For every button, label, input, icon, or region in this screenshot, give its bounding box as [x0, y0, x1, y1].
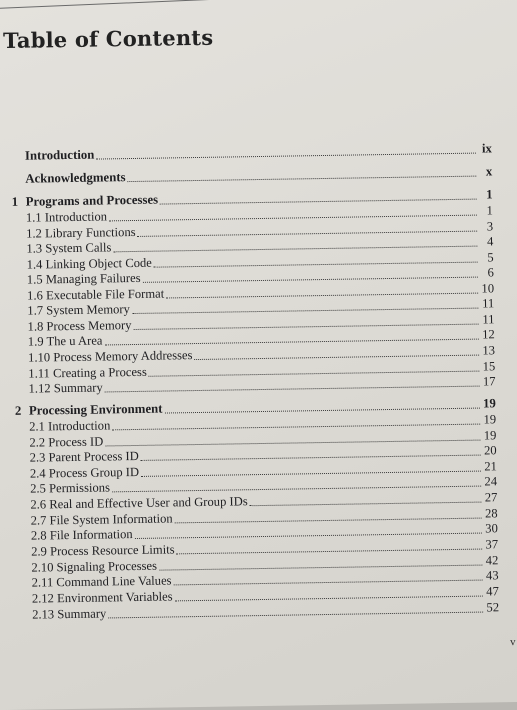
toc-entry-label: 1.12 Summary [28, 380, 103, 396]
table-of-contents [0, 133, 508, 622]
toc-page-number: 10 [481, 281, 495, 296]
toc-entry-label: 1.7 System Memory [27, 302, 130, 318]
toc-page-number: 1 [486, 203, 493, 218]
toc-leader-dots [128, 176, 477, 182]
toc-page-number: 4 [486, 234, 494, 249]
toc-page-number: 3 [486, 219, 494, 234]
toc-entry-label: 2.9 Process Resource Limits [31, 542, 175, 559]
toc-page-number: 20 [483, 443, 497, 458]
toc-chapter-number: 2 [14, 403, 22, 418]
toc-leader-dots [105, 386, 480, 393]
toc-entry-label: 2.3 Parent Process ID [29, 448, 139, 465]
toc-entry-label: Processing Environment [28, 401, 163, 418]
toc-entry-label: 2.13 Summary [32, 606, 107, 622]
toc-entry-label: 1.9 The u Area [27, 333, 103, 349]
toc-entry-label: 2.6 Real and Effective User and Group IDs [30, 494, 248, 512]
toc-page-number: 21 [484, 459, 497, 474]
toc-entry-label: 2.1 Introduction [29, 418, 111, 434]
toc-page-number: 27 [484, 490, 498, 505]
toc-entry-label: 2.11 Command Line Values [31, 573, 172, 590]
toc-page-number: 37 [485, 537, 499, 552]
toc-entry-label: 1.1 Introduction [25, 209, 108, 225]
toc-entry-label: 1.2 Library Functions [26, 224, 136, 241]
toc-entry-label: 2.5 Permissions [30, 480, 111, 496]
toc-page-number: 43 [485, 568, 499, 583]
toc-entry-label: 1.4 Linking Object Code [26, 255, 152, 272]
toc-chapter-number: 1 [11, 194, 19, 209]
toc-entry [25, 141, 492, 163]
toc-page-number: 15 [482, 359, 496, 374]
toc-page-number: 19 [482, 396, 496, 411]
toc-entry-label: 2.8 File Information [30, 527, 133, 543]
toc-page-number: 11 [482, 312, 495, 327]
toc-entry-label: 1.5 Managing Failures [26, 270, 141, 287]
toc-entry-label: 1.6 Executable File Format [27, 286, 165, 303]
toc-entry-label: 2.12 Environment Variables [31, 589, 173, 606]
toc-leader-dots [250, 502, 482, 507]
toc-entry [25, 164, 492, 186]
toc-page-number: 13 [482, 343, 496, 358]
toc-entry-label: Programs and Processes [25, 192, 159, 209]
toc-page-number: 11 [482, 296, 495, 311]
toc-entry-label: 2.2 Process ID [29, 434, 104, 450]
page-edge-line [0, 0, 408, 9]
toc-entry-label: 2.4 Process Group ID [29, 464, 140, 481]
toc-page-number: 19 [483, 412, 497, 427]
toc-entry-label: 2.10 Signaling Processes [31, 558, 158, 575]
toc-page-number: 19 [483, 428, 497, 443]
toc-entry-label: 1.11 Creating a Process [28, 364, 147, 381]
toc-page-number: 1 [486, 187, 493, 202]
toc-page-number: 28 [484, 506, 498, 521]
page-number-marker: v [510, 636, 516, 649]
page-title: Table of Contents [2, 24, 214, 54]
toc-page-number: 30 [485, 521, 498, 536]
toc-leader-dots [108, 612, 483, 619]
toc-entry-label: 1.3 System Calls [26, 240, 112, 256]
toc-leader-dots [195, 355, 480, 360]
toc-page-number: 12 [482, 327, 495, 342]
toc-leader-dots [96, 153, 476, 160]
toc-page-number: ix [481, 141, 492, 156]
toc-page-number: 52 [486, 600, 500, 615]
toc-entry-label: 2.7 File System Information [30, 511, 173, 528]
toc-page-number: 17 [482, 374, 496, 389]
toc-entry-label: 1.8 Process Memory [27, 318, 132, 334]
toc-page-number: 24 [484, 474, 498, 489]
toc-entry-label: Introduction [24, 147, 95, 163]
toc-page-number: 47 [486, 584, 499, 599]
toc-page-number: 42 [485, 553, 499, 568]
toc-entry-label: Acknowledgments [25, 170, 126, 186]
toc-entry-label: 1.10 Process Memory Addresses [27, 348, 193, 365]
toc-page-number: x [485, 164, 493, 179]
toc-page-number: 5 [487, 250, 494, 265]
toc-page-number: 6 [487, 265, 494, 280]
